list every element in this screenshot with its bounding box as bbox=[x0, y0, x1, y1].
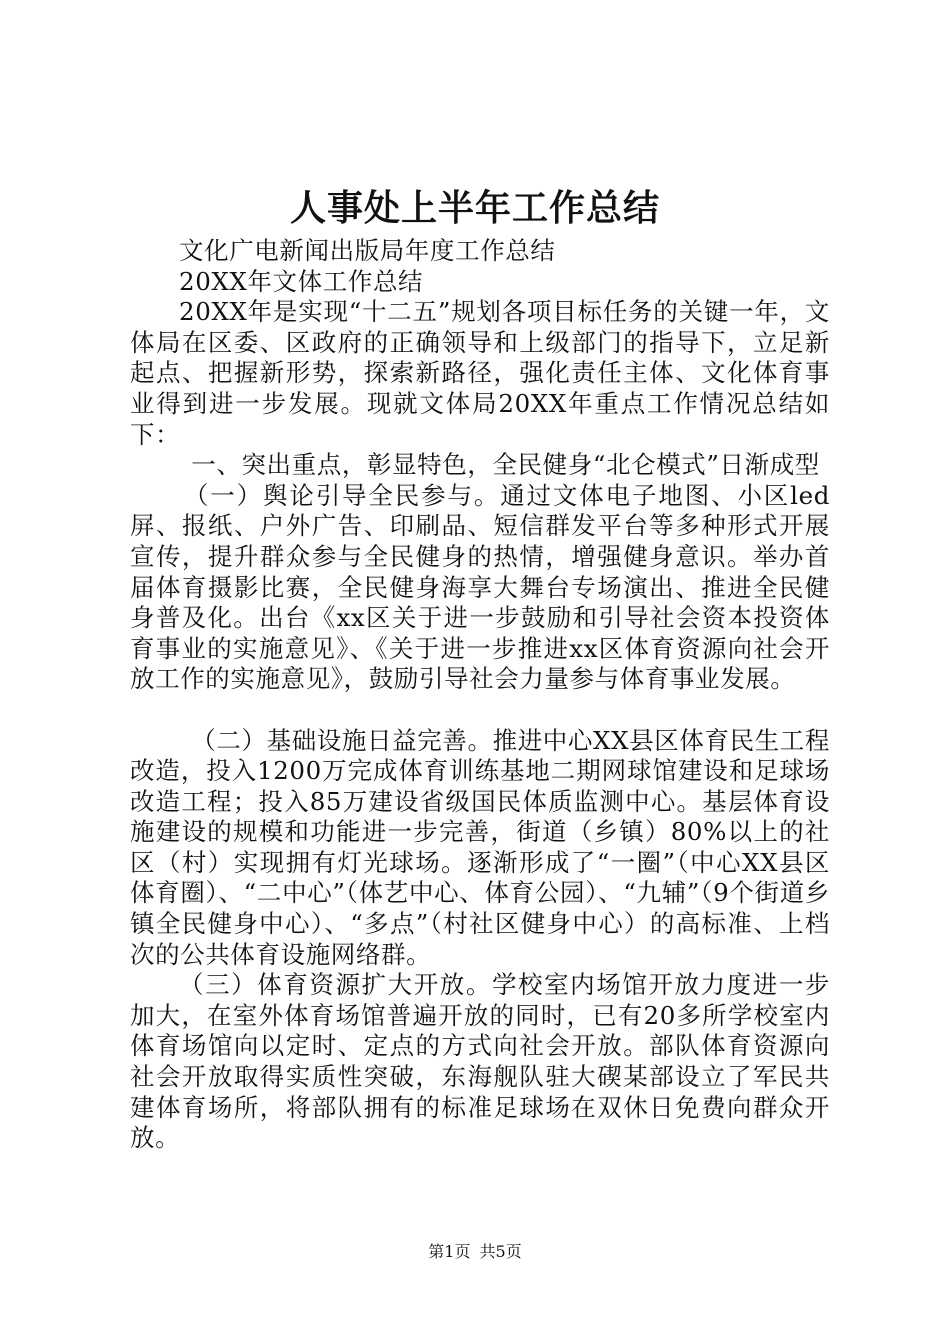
paragraph-item-3: （三）体育资源扩大开放。学校室内场馆开放力度进一步加大，在室外体育场馆普遍开放的同时，已有20多所学校室内体育场馆向以定时、定点的方式向社会开放。部队体育资源向社会开放取得实质性突破，东海舰队驻大碶某部设立了军民共建体育场所，将部队拥有的标准足球场在双休日免费向群众开放。 bbox=[130, 970, 830, 1153]
page-number: 第1页 bbox=[428, 1242, 471, 1261]
paragraph-spacer bbox=[130, 695, 830, 726]
document-body bbox=[130, 236, 830, 1154]
paragraph-subtitle-1: 文化广电新闻出版局年度工作总结 bbox=[179, 236, 556, 265]
paragraph-item-2: （二）基础设施日益完善。推进中心XX县区体育民生工程改造，投入1200万完成体育训练基地二期网球馆建设和足球场改造工程；投入85万建设省级国民体质监测中心。基层体育设施建设的规模和功能进一步完善，街道（乡镇）80%以上的社区（村）实现拥有灯光球场。逐渐形成了“一圈”（中心XX县区体育圈）、“二中心”（体艺中心、体育公园）、“九辅”（9个街道乡镇全民健身中心）、“多点”（村社区健身中心）的高标准、上档次的公共体育设施网络群。 bbox=[130, 725, 830, 969]
paragraph-item-1: （一）舆论引导全民参与。通过文体电子地图、小区led屏、报纸、户外广告、印刷品、短信群发平台等多种形式开展宣传，提升群众参与全民健身的热情，增强健身意识。举办首届体育摄影比赛，全民健身海享大舞台专场演出、推进全民健身普及化。出台《xx区关于进一步鼓励和引导社会资本投资体育事业的实施意见》、《关于进一步推进xx区体育资源向社会开放工作的实施意见》，鼓励引导社会力量参与体育事业发展。 bbox=[130, 480, 830, 694]
page-total: 共5页 bbox=[479, 1242, 522, 1261]
document-title: 人事处上半年工作总结 bbox=[289, 187, 660, 229]
paragraph-subtitle-2: 20XX年文体工作总结 bbox=[179, 266, 424, 296]
section-heading-1: 一、突出重点，彰显特色，全民健身“北仑模式”日渐成型 bbox=[191, 450, 820, 480]
page-footer bbox=[0, 1240, 950, 1264]
paragraph-intro: 20XX年是实现“十二五”规划各项目标任务的关键一年，文体局在区委、区政府的正确领导和上级部门的指导下，立足新起点、把握新形势，探索新路径，强化责任主体、文化体育事业得到进一步发展。现就文体局20XX年重点工作情况总结如下： bbox=[130, 297, 830, 449]
